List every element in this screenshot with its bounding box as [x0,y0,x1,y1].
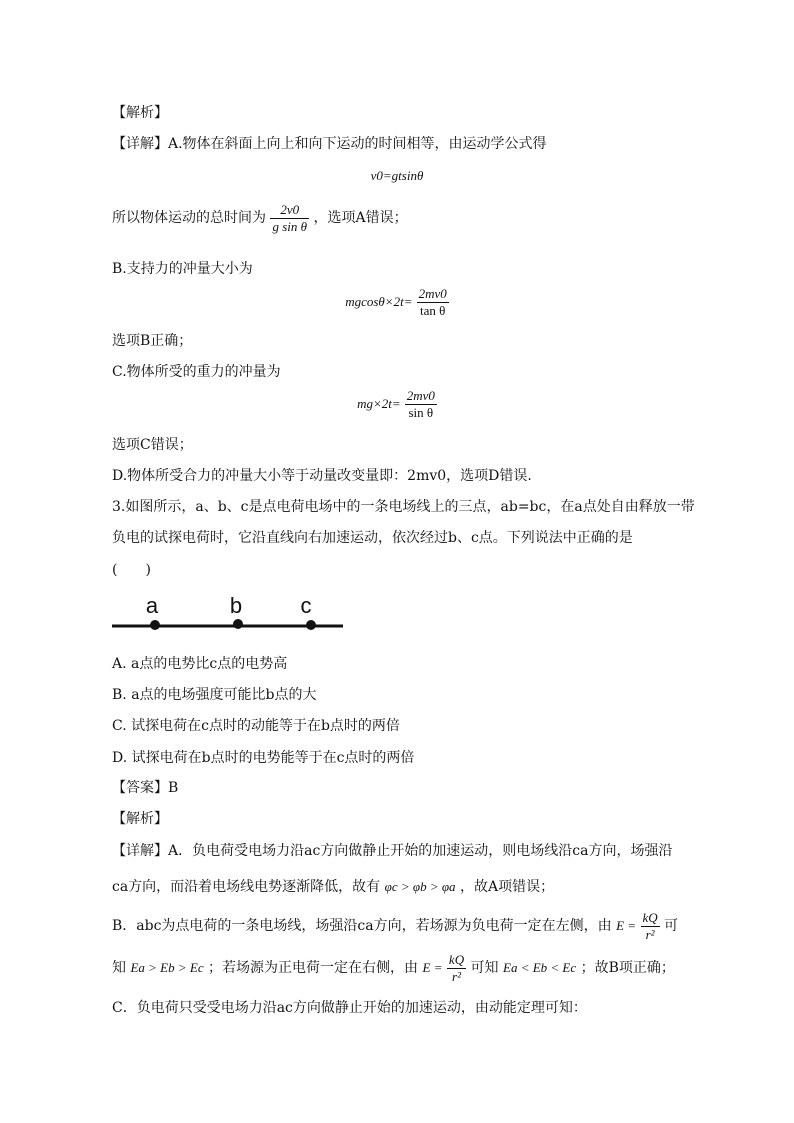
explanation-b-formula-num: kQ [642,909,658,925]
total-time-line [112,200,408,240]
equation-v0 [0,166,794,187]
explanation-a-line-1: 【详解】A．负电荷受电场力沿ac方向做静止开始的加速运动，则电场线沿ca方向，场强沿 [112,843,673,859]
d-text: D.物体所受合力的冲量大小等于动量改变量即：2mv0，选项D错误. [112,468,532,484]
point-a [150,620,160,630]
explanation-b2-prefix: 知 [112,960,126,976]
equation-b [0,284,794,324]
explanation-b-line-2 [112,950,675,990]
label-b: b [229,593,243,618]
equation-b-left: mgcosθ×2t= [345,294,413,309]
explanation-b-formula [641,910,660,943]
explanation-b-formula-left: E = [616,918,637,933]
option-a: A. a点的电势比c点的电势高 [112,656,288,672]
question-3-line-2: 负电的试探电荷时，它沿直线向右加速运动，依次经过b、c点。下列说法中正确的是 [112,530,633,546]
explanation-b-formula-den: r² [645,926,655,942]
equation-c-left: mg×2t= [357,396,401,411]
equation-v0-text: v0=gtsinθ [370,168,424,183]
label-a: a [145,593,159,618]
equation-c-fraction [405,388,437,421]
explanation-b2-formula-num: kQ [448,951,465,967]
point-b [233,619,243,629]
b-intro: B.支持力的冲量大小为 [112,261,253,277]
equation-b-fraction [417,286,449,319]
total-time-fraction [270,202,309,235]
explanation-c-line-1: C．负电荷只受受电场力沿ac方向做静止开始的加速运动，由动能定理可知： [112,1000,587,1016]
explanation-a-math: φc > φb > φa [384,879,456,894]
total-time-num: 2v0 [270,202,309,219]
equation-b-num: 2mv0 [418,286,447,301]
label-c: c [300,593,312,618]
c-result: 选项C错误； [112,437,193,453]
total-time-prefix: 所以物体运动的总时间为 [112,210,266,226]
analysis-header: 【解析】 [112,105,168,121]
explanation-b2-math1: Ea > Eb > Ec [130,960,204,975]
explanation-b2-suffix: ；故B项正确； [580,960,675,976]
explanation-b2-mid2: 可知 [470,960,499,976]
total-time-den: g sin θ [272,218,308,234]
explanation-a-line-2 [112,877,554,897]
explanation-b2-math2: Ea < Eb < Ec [503,960,577,975]
question-3-line-1: 3.如图所示，a、b、c是点电荷电场中的一条电场线上的三点，ab=bc，在a点处自由释放一带 [112,499,695,515]
explanation-a-suffix: ，故A项错误； [459,879,555,895]
option-c: C. 试探电荷在c点时的动能等于在b点时的两倍 [112,718,400,734]
detail-intro: 【详解】A.物体在斜面上向上和向下运动的时间相等，由运动学公式得 [112,136,547,152]
explanation-a-prefix: ca方向，而沿着电场线电势逐渐降低，故有 [112,879,381,895]
explanation-b2-formula [447,952,466,985]
field-line-figure [112,592,344,636]
analysis-header-2: 【解析】 [112,811,168,827]
equation-c-den: sin θ [408,405,434,420]
c-intro: C.物体所受的重力的冲量为 [112,364,281,380]
explanation-b-line-1 [112,908,678,948]
equation-b-den: tan θ [420,303,446,318]
explanation-b2-mid: ；若场源为正电荷一定在右侧，由 [208,960,419,976]
option-d: D. 试探电荷在b点时的电势能等于在c点时的两倍 [112,750,415,766]
explanation-b2-formula-den: r² [452,968,461,984]
equation-c-num: 2mv0 [406,388,435,403]
equation-c [0,386,794,426]
point-c [306,620,316,630]
question-3-paren: ( ) [112,562,151,578]
option-b: B. a点的电场强度可能比b点的大 [112,687,317,703]
explanation-b-prefix: B．abc为点电荷的一条电场线，场强沿ca方向，若场源为负电荷一定在左侧，由 [112,918,612,934]
b-result: 选项B正确； [112,333,193,349]
total-time-suffix: ，选项A错误； [313,210,408,226]
answer: 【答案】B [112,780,179,796]
explanation-b-suffix: 可 [664,918,679,934]
explanation-b2-formula-left: E = [422,960,443,975]
